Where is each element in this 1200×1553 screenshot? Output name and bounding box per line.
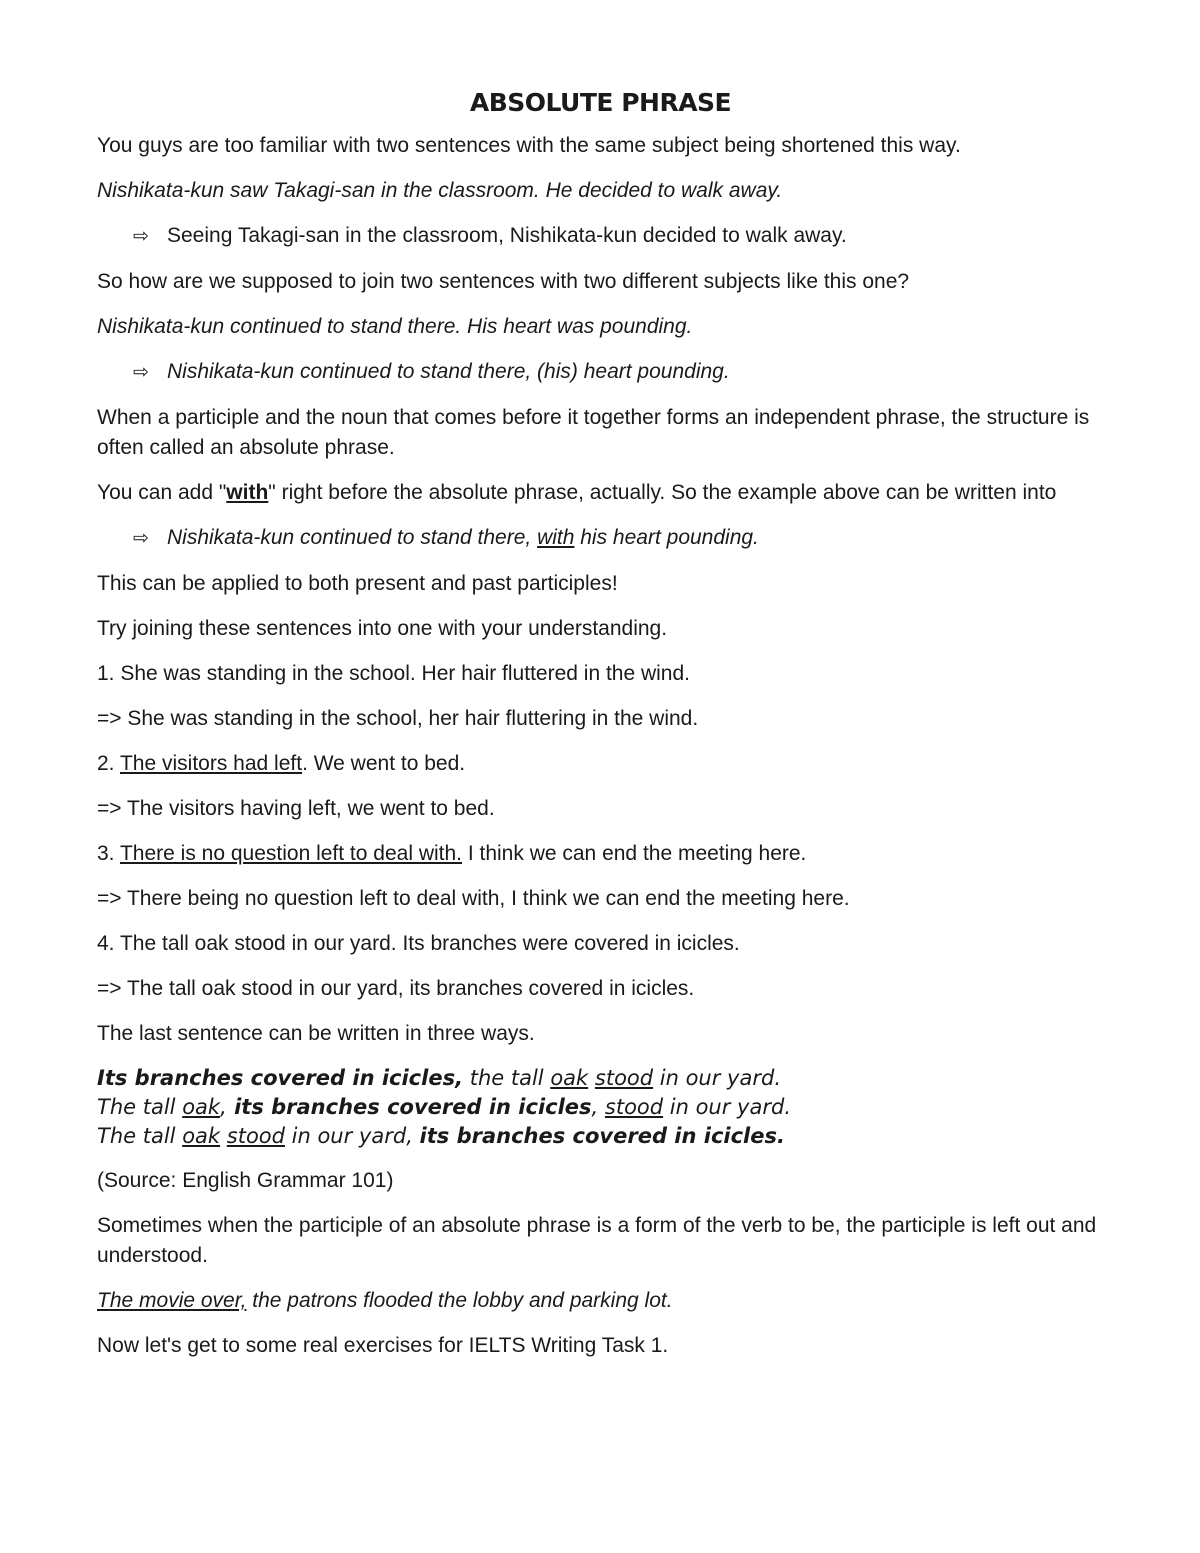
movie-rest: the patrons flooded the lobby and parking lot. (246, 1289, 673, 1312)
closing-paragraph: Now let's get to some real exercises for IELTS Writing Task 1. (97, 1334, 669, 1357)
question-paragraph: So how are we supposed to join two sentences with two different subjects like this one? (97, 270, 910, 293)
l3-bold: its branches covered in icicles. (419, 1124, 785, 1148)
page-title: ABSOLUTE PHRASE (469, 88, 732, 117)
l1-end: in our yard. (653, 1066, 781, 1090)
example3-after: his heart pounding. (574, 526, 759, 549)
l2-oak: oak (182, 1095, 221, 1119)
example1-original: Nishikata-kun saw Takagi-san in the classroom. He decided to walk away. (97, 179, 783, 202)
exercise-3-number: 3. (97, 842, 120, 865)
exercise-2-question (97, 749, 1104, 779)
exercise-1-question: 1. She was standing in the school. Her hair fluttered in the wind. (97, 662, 691, 685)
l2-end: in our yard. (663, 1095, 791, 1119)
three-ways-line-1 (97, 1064, 1104, 1093)
exercise-2-rest: . We went to bed. (302, 752, 466, 775)
l1-text: the tall (463, 1066, 551, 1090)
exercise-3-answer: => There being no question left to deal with, I think we can end the meeting here. (97, 887, 850, 910)
to-be-paragraph: Sometimes when the participle of an absolute phrase is a form of the verb to be, the participle is left out and understood. (97, 1214, 1097, 1267)
three-ways-block (97, 1064, 1104, 1151)
exercise-4-question: 4. The tall oak stood in our yard. Its branches were covered in icicles. (97, 932, 740, 955)
example1-result (97, 221, 1104, 252)
l2-comma-2: , (591, 1095, 605, 1119)
example3-with: with (537, 526, 575, 549)
l2-stood: stood (604, 1095, 664, 1119)
right-arrow-outline-icon: ⇨ (133, 362, 149, 383)
example2-result (97, 357, 1104, 388)
l1-bold: Its branches covered in icicles, (97, 1066, 464, 1090)
exercise-2-underlined: The visitors had left (119, 752, 303, 775)
l3-mid: in our yard, (284, 1124, 420, 1148)
with-keyword: with (226, 481, 269, 504)
definition-paragraph: When a participle and the noun that comes before it together forms an independent phrase, the structure is often called an absolute phrase. (97, 406, 1090, 459)
movie-underlined: The movie over, (97, 1289, 247, 1312)
right-arrow-outline-icon: ⇨ (133, 226, 149, 247)
l3-stood: stood (226, 1124, 285, 1148)
l3-space (220, 1124, 227, 1148)
example2-original: Nishikata-kun continued to stand there. His heart was pounding. (97, 315, 693, 338)
l1-oak: oak (550, 1066, 589, 1090)
try-paragraph: Try joining these sentences into one with your understanding. (97, 617, 668, 640)
movie-example (97, 1286, 1104, 1316)
l1-stood: stood (594, 1066, 654, 1090)
exercise-2-number: 2. (97, 752, 120, 775)
three-ways-line-2 (97, 1093, 1104, 1122)
exercise-3-question (97, 839, 1104, 869)
with-note-after: " right before the absolute phrase, actually. So the example above can be written into (268, 481, 1057, 504)
l1-space (588, 1066, 595, 1090)
l2-bold: its branches covered in icicles (226, 1095, 592, 1119)
example2-result-text: Nishikata-kun continued to stand there, (his) heart pounding. (167, 360, 730, 383)
exercise-4-answer: => The tall oak stood in our yard, its branches covered in icicles. (97, 977, 695, 1000)
exercise-3-rest: I think we can end the meeting here. (462, 842, 807, 865)
source-citation: (Source: English Grammar 101) (97, 1169, 394, 1192)
exercise-2-answer: => The visitors having left, we went to bed. (97, 797, 495, 820)
exercise-1-answer: => She was standing in the school, her hair fluttering in the wind. (97, 707, 699, 730)
example3-before: Nishikata-kun continued to stand there, (167, 526, 538, 549)
three-ways-line-3 (97, 1122, 1104, 1151)
l2-comma: , (220, 1095, 227, 1119)
example3-result (97, 523, 1104, 554)
exercise-3-underlined: There is no question left to deal with. (119, 842, 462, 865)
l3-oak: oak (182, 1124, 221, 1148)
right-arrow-outline-icon: ⇨ (133, 528, 149, 549)
l3-text: The tall (97, 1124, 183, 1148)
intro-paragraph: You guys are too familiar with two sentences with the same subject being shortened this way. (97, 134, 961, 157)
l2-text: The tall (97, 1095, 183, 1119)
with-note-before: You can add " (97, 481, 227, 504)
applies-paragraph: This can be applied to both present and past participles! (97, 572, 618, 595)
example1-result-text: Seeing Takagi-san in the classroom, Nishikata-kun decided to walk away. (167, 224, 847, 247)
three-ways-intro: The last sentence can be written in three ways. (97, 1022, 535, 1045)
with-note-paragraph (97, 478, 1104, 508)
